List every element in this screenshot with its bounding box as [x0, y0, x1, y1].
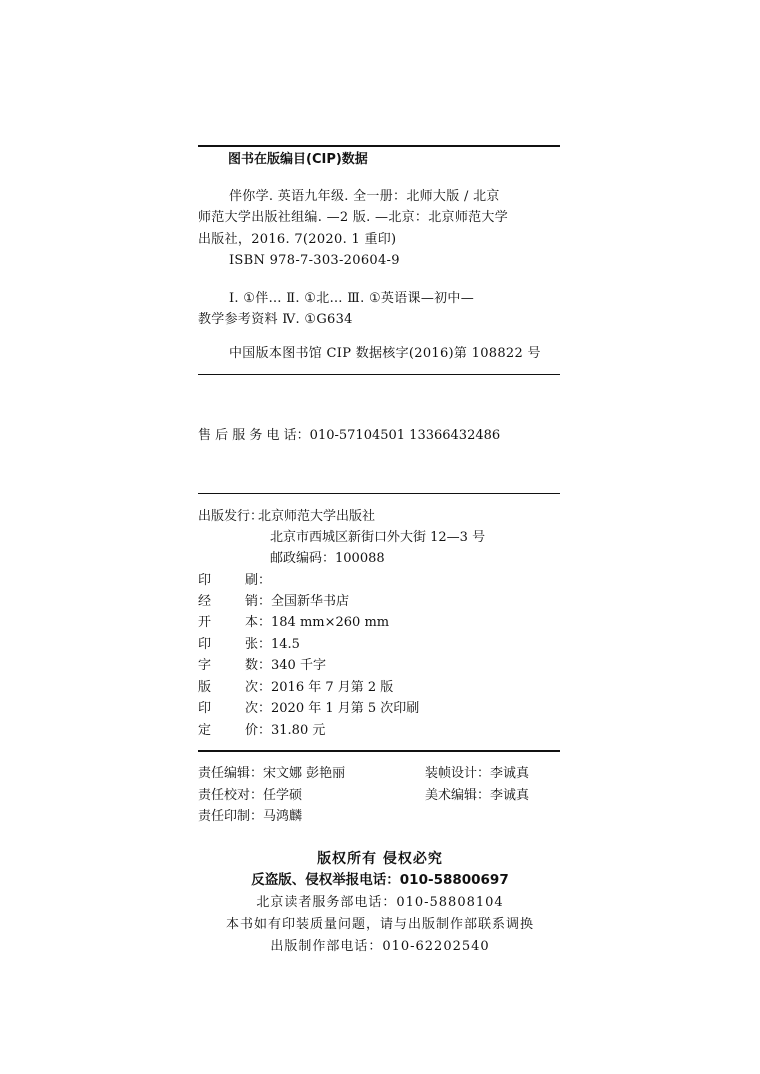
cip-core-number: 中国版本图书馆 CIP 数据核字(2016)第 108822 号	[229, 346, 541, 361]
staff-editor: 责任编辑：宋文娜 彭艳丽	[198, 766, 346, 781]
cip-heading: 图书在版编目(CIP)数据	[228, 152, 368, 167]
publisher-postcode: 邮政编码：100088	[270, 551, 385, 566]
pub-value: ：14.5	[258, 637, 300, 652]
pub-row-sheets	[198, 638, 300, 651]
pub-label: 印次	[198, 701, 258, 716]
pub-row-word-count	[198, 659, 326, 672]
cip-isbn: ISBN 978-7-303-20604-9	[229, 253, 400, 268]
publisher-row	[198, 510, 375, 523]
pub-label: 定价	[198, 723, 258, 738]
staff-proofreader: 责任校对：任学硕	[198, 788, 303, 803]
pub-value: ：	[258, 573, 272, 588]
staff-binding-design: 装帧设计：李诚真	[425, 766, 530, 781]
after-sales-label: 售 后 服 务 电 话：	[198, 428, 310, 443]
pub-value: ：2020 年 1 月第 5 次印刷	[258, 701, 420, 716]
staff-top-rule	[198, 750, 560, 752]
quality-notice: 本书如有印装质量问题，请与出版制作部联系调换	[225, 917, 534, 932]
pub-row-edition	[198, 681, 393, 694]
staff-art-editor: 美术编辑：李诚真	[425, 788, 530, 803]
after-sales-numbers: 010-57104501 13366432486	[309, 428, 501, 443]
publisher-name: 北京师范大学出版社	[258, 509, 376, 524]
cip-line-1: 伴你学. 英语九年级. 全一册：北师大版 / 北京	[229, 189, 500, 204]
reader-service-phone: 北京读者服务部电话：010-58808104	[256, 895, 504, 910]
publisher-address: 北京市西城区新街口外大街 12—3 号	[270, 530, 486, 545]
pub-label: 印张	[198, 637, 258, 652]
pub-value: ：340 千字	[258, 658, 326, 673]
pub-value: ：全国新华书店	[258, 594, 350, 609]
publication-top-rule	[198, 493, 560, 494]
cip-line-3: 出版社，2016. 7(2020. 1 重印)	[198, 232, 397, 247]
pub-value: ：184 mm×260 mm	[258, 615, 390, 630]
pub-label: 字数	[198, 658, 258, 673]
pub-row-printer	[198, 574, 271, 587]
anti-piracy-phone: 反盗版、侵权举报电话：010-58800697	[251, 872, 509, 888]
pub-label: 版次	[198, 680, 258, 695]
pub-row-format	[198, 616, 389, 629]
cip-class-line-1: Ⅰ. ①伴… Ⅱ. ①北… Ⅲ. ①英语课—初中—	[229, 291, 475, 306]
cip-bottom-rule	[198, 374, 560, 375]
pub-row-impression	[198, 702, 419, 715]
publisher-label: 出版发行：	[198, 509, 264, 524]
cip-line-2: 师范大学出版社组编. —2 版. —北京：北京师范大学	[198, 210, 509, 225]
staff-printing: 责任印制：马鸿麟	[198, 809, 303, 824]
after-sales-phone	[198, 429, 500, 442]
pub-row-price	[198, 724, 325, 737]
pub-value: ：31.80 元	[258, 723, 326, 738]
top-rule	[198, 145, 560, 147]
pub-label: 印刷	[198, 573, 258, 588]
pub-value: ：2016 年 7 月第 2 版	[258, 680, 394, 695]
pub-label: 开本	[198, 615, 258, 630]
production-dept-phone: 出版制作部电话：010-62202540	[270, 939, 490, 954]
pub-row-distributor	[198, 595, 349, 608]
cip-class-line-2: 教学参考资料 Ⅳ. ①G634	[198, 312, 353, 327]
pub-label: 经销	[198, 594, 258, 609]
copyright-notice: 版权所有 侵权必究	[317, 851, 443, 867]
